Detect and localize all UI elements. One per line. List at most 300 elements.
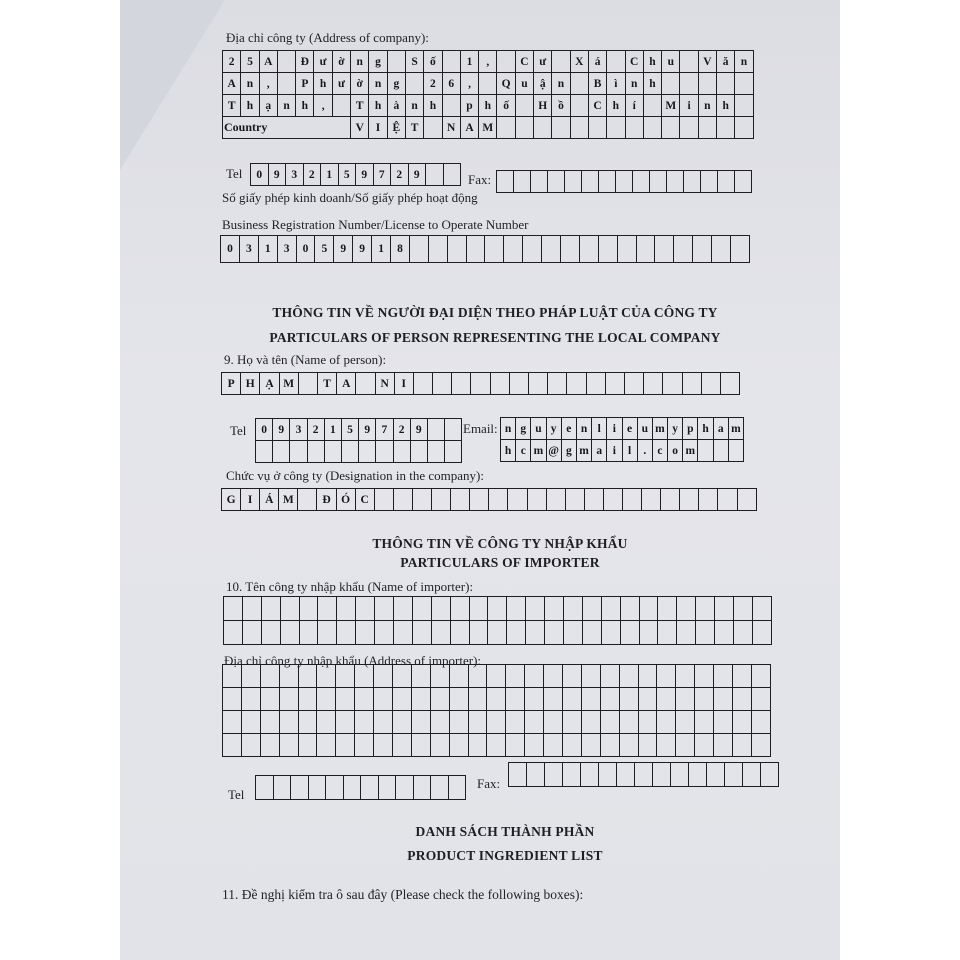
char-box[interactable]: 5: [342, 419, 359, 441]
char-box[interactable]: [639, 688, 658, 711]
char-box[interactable]: [280, 734, 299, 757]
char-box[interactable]: Á: [260, 489, 279, 511]
char-box[interactable]: [661, 489, 680, 511]
char-box[interactable]: [261, 665, 280, 688]
char-box[interactable]: [733, 711, 752, 734]
char-box[interactable]: [738, 489, 757, 511]
char-box[interactable]: [299, 711, 318, 734]
char-box[interactable]: [695, 734, 714, 757]
char-box[interactable]: M: [280, 373, 299, 395]
char-box[interactable]: í: [626, 95, 644, 117]
char-box[interactable]: [491, 373, 510, 395]
char-box[interactable]: [223, 688, 242, 711]
char-box[interactable]: n: [577, 418, 592, 440]
char-box[interactable]: i: [607, 418, 622, 440]
char-box[interactable]: Đ: [296, 51, 314, 73]
char-box[interactable]: [676, 734, 695, 757]
char-box[interactable]: [633, 171, 650, 193]
char-box[interactable]: h: [644, 73, 662, 95]
char-box[interactable]: [695, 665, 714, 688]
char-box[interactable]: [606, 373, 625, 395]
char-box[interactable]: Ạ: [260, 373, 279, 395]
char-box[interactable]: G: [222, 489, 241, 511]
char-box[interactable]: 6: [443, 73, 461, 95]
country-char-box[interactable]: I: [369, 117, 387, 139]
char-box[interactable]: [689, 763, 707, 787]
country-char-box[interactable]: [552, 117, 570, 139]
char-box[interactable]: [683, 373, 702, 395]
char-box[interactable]: ,: [260, 73, 278, 95]
char-box[interactable]: [396, 776, 414, 800]
country-char-box[interactable]: [699, 117, 717, 139]
char-box[interactable]: [516, 95, 534, 117]
char-box[interactable]: [620, 711, 639, 734]
char-box[interactable]: m: [683, 440, 698, 462]
char-box[interactable]: [426, 164, 444, 186]
char-box[interactable]: Ó: [337, 489, 356, 511]
char-box[interactable]: [242, 711, 261, 734]
char-box[interactable]: n: [278, 95, 296, 117]
char-box[interactable]: [443, 51, 461, 73]
char-box[interactable]: T: [351, 95, 369, 117]
char-box[interactable]: [523, 236, 542, 263]
char-box[interactable]: 1: [321, 164, 339, 186]
char-box[interactable]: [565, 171, 582, 193]
char-box[interactable]: [508, 489, 527, 511]
char-box[interactable]: [278, 73, 296, 95]
char-box[interactable]: [583, 597, 602, 621]
char-box[interactable]: [337, 597, 356, 621]
char-box[interactable]: ì: [607, 73, 625, 95]
char-box[interactable]: I: [241, 489, 260, 511]
char-box[interactable]: 3: [240, 236, 259, 263]
char-box[interactable]: [470, 489, 489, 511]
char-box[interactable]: [563, 665, 582, 688]
char-box[interactable]: [318, 621, 337, 645]
char-box[interactable]: [309, 776, 327, 800]
char-box[interactable]: h: [501, 440, 516, 462]
char-box[interactable]: a: [714, 418, 729, 440]
char-box[interactable]: [752, 688, 771, 711]
char-box[interactable]: e: [562, 418, 577, 440]
char-box[interactable]: [618, 236, 637, 263]
char-box[interactable]: [506, 688, 525, 711]
char-box[interactable]: [479, 73, 497, 95]
char-box[interactable]: [281, 621, 300, 645]
char-box[interactable]: 9: [353, 236, 372, 263]
char-box[interactable]: [734, 597, 753, 621]
char-box[interactable]: ,: [479, 51, 497, 73]
char-box[interactable]: [663, 373, 682, 395]
char-box[interactable]: [658, 621, 677, 645]
char-box[interactable]: [361, 776, 379, 800]
char-box[interactable]: h: [607, 95, 625, 117]
char-box[interactable]: H: [534, 95, 552, 117]
char-box[interactable]: ờ: [351, 73, 369, 95]
char-box[interactable]: i: [607, 440, 622, 462]
char-box[interactable]: g: [388, 73, 406, 95]
char-box[interactable]: [506, 665, 525, 688]
char-box[interactable]: [469, 688, 488, 711]
char-box[interactable]: [544, 665, 563, 688]
char-box[interactable]: [431, 734, 450, 757]
char-box[interactable]: [735, 95, 753, 117]
char-box[interactable]: 2: [308, 419, 325, 441]
char-box[interactable]: c: [653, 440, 668, 462]
country-char-box[interactable]: [662, 117, 680, 139]
char-box[interactable]: [318, 597, 337, 621]
char-box[interactable]: [336, 665, 355, 688]
char-box[interactable]: [696, 597, 715, 621]
char-box[interactable]: [653, 763, 671, 787]
char-box[interactable]: ,: [461, 73, 479, 95]
char-box[interactable]: [449, 776, 467, 800]
char-box[interactable]: [450, 734, 469, 757]
char-box[interactable]: T: [318, 373, 337, 395]
char-box[interactable]: A: [260, 51, 278, 73]
char-box[interactable]: l: [623, 440, 638, 462]
char-box[interactable]: S: [406, 51, 424, 73]
char-box[interactable]: [317, 711, 336, 734]
char-box[interactable]: [617, 763, 635, 787]
char-box[interactable]: [718, 489, 737, 511]
char-box[interactable]: [616, 171, 633, 193]
char-box[interactable]: [280, 688, 299, 711]
char-box[interactable]: [582, 711, 601, 734]
char-box[interactable]: [564, 621, 583, 645]
char-box[interactable]: ă: [717, 51, 735, 73]
char-box[interactable]: [547, 489, 566, 511]
char-box[interactable]: 9: [409, 164, 427, 186]
char-box[interactable]: [375, 621, 394, 645]
char-box[interactable]: e: [623, 418, 638, 440]
char-box[interactable]: [644, 373, 663, 395]
char-box[interactable]: 1: [325, 419, 342, 441]
char-box[interactable]: [223, 734, 242, 757]
char-box[interactable]: [545, 763, 563, 787]
char-box[interactable]: [342, 441, 359, 463]
char-box[interactable]: [510, 373, 529, 395]
char-box[interactable]: [242, 688, 261, 711]
char-box[interactable]: [657, 688, 676, 711]
char-box[interactable]: [657, 734, 676, 757]
char-box[interactable]: [413, 597, 432, 621]
char-box[interactable]: [743, 763, 761, 787]
char-box[interactable]: [497, 51, 515, 73]
char-box[interactable]: h: [369, 95, 387, 117]
char-box[interactable]: [223, 711, 242, 734]
char-box[interactable]: [696, 621, 715, 645]
char-box[interactable]: [680, 73, 698, 95]
char-box[interactable]: [431, 776, 449, 800]
char-box[interactable]: [620, 665, 639, 688]
char-box[interactable]: [290, 441, 307, 463]
char-box[interactable]: N: [376, 373, 395, 395]
char-box[interactable]: [701, 171, 718, 193]
char-box[interactable]: T: [223, 95, 241, 117]
char-box[interactable]: [680, 51, 698, 73]
char-box[interactable]: [450, 711, 469, 734]
char-box[interactable]: ,: [314, 95, 332, 117]
char-box[interactable]: 2: [223, 51, 241, 73]
char-box[interactable]: [644, 95, 662, 117]
char-box[interactable]: h: [698, 418, 713, 440]
char-box[interactable]: [752, 734, 771, 757]
char-box[interactable]: [715, 621, 734, 645]
char-box[interactable]: [412, 711, 431, 734]
char-box[interactable]: [602, 597, 621, 621]
char-box[interactable]: [637, 236, 656, 263]
char-box[interactable]: [752, 665, 771, 688]
char-box[interactable]: [394, 441, 411, 463]
char-box[interactable]: M: [662, 95, 680, 117]
char-box[interactable]: á: [589, 51, 607, 73]
char-box[interactable]: [487, 688, 506, 711]
char-box[interactable]: [223, 665, 242, 688]
char-box[interactable]: [470, 597, 489, 621]
char-box[interactable]: [280, 665, 299, 688]
char-box[interactable]: [548, 373, 567, 395]
char-box[interactable]: [548, 171, 565, 193]
char-box[interactable]: [620, 688, 639, 711]
country-char-box[interactable]: [589, 117, 607, 139]
char-box[interactable]: [635, 763, 653, 787]
country-char-box[interactable]: [497, 117, 515, 139]
char-box[interactable]: ố: [424, 51, 442, 73]
char-box[interactable]: ư: [314, 51, 332, 73]
char-box[interactable]: [471, 373, 490, 395]
char-box[interactable]: [733, 688, 752, 711]
char-box[interactable]: [242, 734, 261, 757]
char-box[interactable]: [374, 734, 393, 757]
char-box[interactable]: y: [668, 418, 683, 440]
char-box[interactable]: [451, 489, 470, 511]
country-char-box[interactable]: [534, 117, 552, 139]
char-box[interactable]: [526, 597, 545, 621]
char-box[interactable]: 8: [391, 236, 410, 263]
char-box[interactable]: [733, 665, 752, 688]
char-box[interactable]: [432, 597, 451, 621]
char-box[interactable]: [224, 621, 243, 645]
char-box[interactable]: [336, 688, 355, 711]
char-box[interactable]: [355, 665, 374, 688]
char-box[interactable]: l: [592, 418, 607, 440]
char-box[interactable]: n: [241, 73, 259, 95]
char-box[interactable]: [571, 73, 589, 95]
char-box[interactable]: [752, 711, 771, 734]
char-box[interactable]: [563, 688, 582, 711]
char-box[interactable]: [680, 489, 699, 511]
char-box[interactable]: [388, 51, 406, 73]
char-box[interactable]: n: [406, 95, 424, 117]
char-box[interactable]: [676, 711, 695, 734]
char-box[interactable]: [243, 597, 262, 621]
char-box[interactable]: [489, 489, 508, 511]
char-box[interactable]: i: [680, 95, 698, 117]
char-box[interactable]: 2: [394, 419, 411, 441]
char-box[interactable]: u: [638, 418, 653, 440]
country-char-box[interactable]: [516, 117, 534, 139]
char-box[interactable]: y: [547, 418, 562, 440]
char-box[interactable]: [413, 489, 432, 511]
char-box[interactable]: [707, 763, 725, 787]
char-box[interactable]: [278, 51, 296, 73]
char-box[interactable]: @: [547, 440, 562, 462]
char-box[interactable]: [717, 73, 735, 95]
char-box[interactable]: [261, 734, 280, 757]
char-box[interactable]: [374, 688, 393, 711]
char-box[interactable]: [444, 164, 462, 186]
char-box[interactable]: [527, 763, 545, 787]
char-box[interactable]: [566, 489, 585, 511]
country-char-box[interactable]: [424, 117, 442, 139]
char-box[interactable]: [393, 688, 412, 711]
char-box[interactable]: h: [479, 95, 497, 117]
char-box[interactable]: [507, 621, 526, 645]
char-box[interactable]: [487, 665, 506, 688]
char-box[interactable]: 9: [411, 419, 428, 441]
char-box[interactable]: [585, 489, 604, 511]
char-box[interactable]: [393, 711, 412, 734]
country-char-box[interactable]: [680, 117, 698, 139]
char-box[interactable]: 9: [356, 164, 374, 186]
char-box[interactable]: [375, 597, 394, 621]
char-box[interactable]: p: [683, 418, 698, 440]
char-box[interactable]: [733, 734, 752, 757]
char-box[interactable]: ậ: [534, 73, 552, 95]
char-box[interactable]: [376, 441, 393, 463]
char-box[interactable]: [667, 171, 684, 193]
country-char-box[interactable]: [607, 117, 625, 139]
char-box[interactable]: [507, 597, 526, 621]
char-box[interactable]: [432, 621, 451, 645]
char-box[interactable]: [725, 763, 743, 787]
char-box[interactable]: [299, 373, 318, 395]
char-box[interactable]: [394, 597, 413, 621]
char-box[interactable]: [243, 621, 262, 645]
char-box[interactable]: [693, 236, 712, 263]
char-box[interactable]: [356, 621, 375, 645]
char-box[interactable]: [715, 597, 734, 621]
char-box[interactable]: [412, 734, 431, 757]
char-box[interactable]: [299, 665, 318, 688]
char-box[interactable]: 2: [391, 164, 409, 186]
char-box[interactable]: h: [644, 51, 662, 73]
char-box[interactable]: [587, 373, 606, 395]
char-box[interactable]: [485, 236, 504, 263]
char-box[interactable]: n: [351, 51, 369, 73]
char-box[interactable]: [359, 441, 376, 463]
char-box[interactable]: X: [571, 51, 589, 73]
char-box[interactable]: [753, 597, 772, 621]
char-box[interactable]: [699, 489, 718, 511]
char-box[interactable]: [753, 621, 772, 645]
char-box[interactable]: [336, 711, 355, 734]
char-box[interactable]: [657, 665, 676, 688]
char-box[interactable]: [544, 688, 563, 711]
char-box[interactable]: [431, 711, 450, 734]
char-box[interactable]: [677, 597, 696, 621]
char-box[interactable]: [504, 236, 523, 263]
char-box[interactable]: g: [562, 440, 577, 462]
char-box[interactable]: [281, 597, 300, 621]
char-box[interactable]: [445, 419, 462, 441]
char-box[interactable]: [452, 373, 471, 395]
char-box[interactable]: [714, 440, 729, 462]
char-box[interactable]: [488, 621, 507, 645]
char-box[interactable]: [469, 711, 488, 734]
char-box[interactable]: 0: [221, 236, 240, 263]
char-box[interactable]: 0: [297, 236, 316, 263]
char-box[interactable]: m: [577, 440, 592, 462]
char-box[interactable]: [695, 688, 714, 711]
char-box[interactable]: [308, 441, 325, 463]
char-box[interactable]: V: [699, 51, 717, 73]
char-box[interactable]: [718, 171, 735, 193]
char-box[interactable]: [487, 711, 506, 734]
country-char-box[interactable]: [571, 117, 589, 139]
char-box[interactable]: [599, 763, 617, 787]
char-box[interactable]: [567, 373, 586, 395]
char-box[interactable]: c: [516, 440, 531, 462]
char-box[interactable]: [602, 621, 621, 645]
char-box[interactable]: [394, 489, 413, 511]
char-box[interactable]: C: [516, 51, 534, 73]
country-char-box[interactable]: M: [479, 117, 497, 139]
char-box[interactable]: [563, 711, 582, 734]
char-box[interactable]: [299, 688, 318, 711]
char-box[interactable]: [428, 441, 445, 463]
char-box[interactable]: [333, 95, 351, 117]
char-box[interactable]: [487, 734, 506, 757]
char-box[interactable]: [262, 621, 281, 645]
char-box[interactable]: o: [668, 440, 683, 462]
char-box[interactable]: [581, 763, 599, 787]
char-box[interactable]: [582, 171, 599, 193]
char-box[interactable]: [300, 621, 319, 645]
char-box[interactable]: 3: [278, 236, 297, 263]
char-box[interactable]: [280, 711, 299, 734]
char-box[interactable]: 1: [372, 236, 391, 263]
char-box[interactable]: [336, 734, 355, 757]
char-box[interactable]: [509, 763, 527, 787]
char-box[interactable]: [374, 665, 393, 688]
char-box[interactable]: [374, 711, 393, 734]
char-box[interactable]: [273, 441, 290, 463]
char-box[interactable]: [599, 236, 618, 263]
char-box[interactable]: ố: [497, 95, 515, 117]
char-box[interactable]: n: [552, 73, 570, 95]
char-box[interactable]: [601, 665, 620, 688]
char-box[interactable]: g: [369, 51, 387, 73]
char-box[interactable]: A: [223, 73, 241, 95]
char-box[interactable]: [531, 171, 548, 193]
char-box[interactable]: 3: [286, 164, 304, 186]
char-box[interactable]: 7: [374, 164, 392, 186]
char-box[interactable]: [428, 419, 445, 441]
char-box[interactable]: n: [369, 73, 387, 95]
char-box[interactable]: ư: [534, 51, 552, 73]
char-box[interactable]: [469, 734, 488, 757]
char-box[interactable]: B: [589, 73, 607, 95]
char-box[interactable]: [599, 171, 616, 193]
char-box[interactable]: [298, 489, 317, 511]
char-box[interactable]: [429, 236, 448, 263]
char-box[interactable]: [355, 711, 374, 734]
char-box[interactable]: [375, 489, 394, 511]
country-char-box[interactable]: A: [461, 117, 479, 139]
char-box[interactable]: [639, 711, 658, 734]
